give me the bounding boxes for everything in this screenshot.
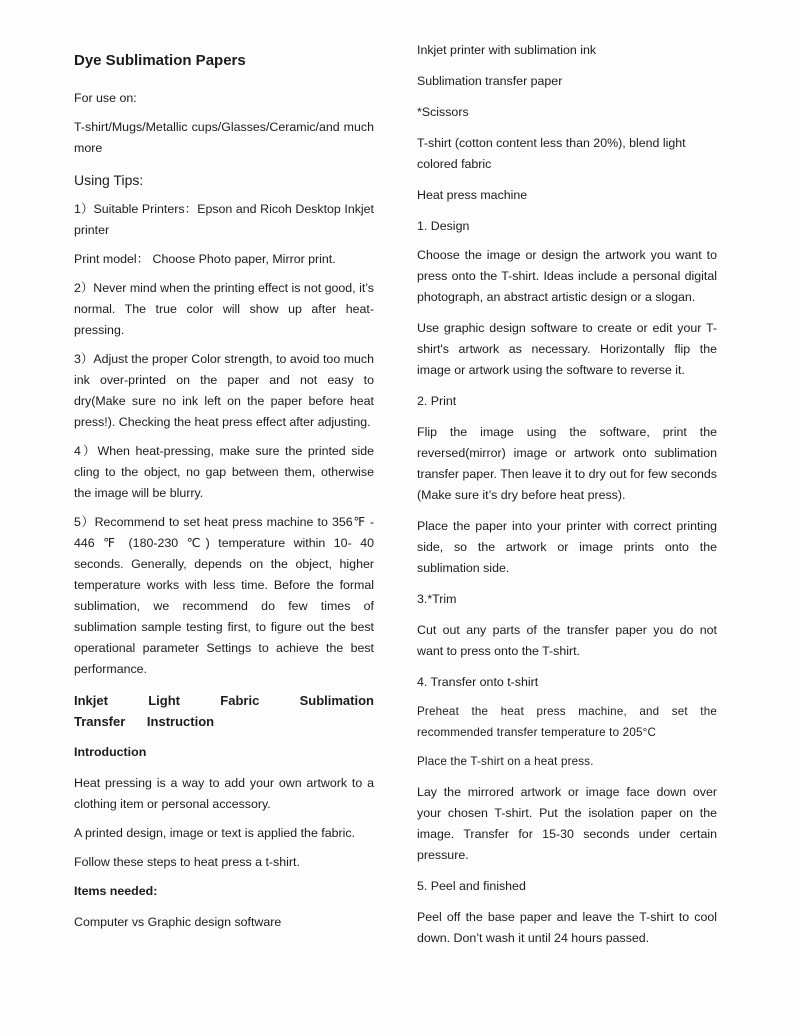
step-2-text-2: Place the paper into your printer with correct printing side, so the artwork or image prints onto the sublimation side. — [417, 519, 717, 575]
using-tips-heading: Using Tips: — [74, 172, 144, 188]
item-tshirt: T-shirt (cotton content less than 20%), blend light colored fabric — [417, 136, 686, 171]
left-column — [74, 50, 374, 933]
step-4-heading: 4. Transfer onto t-shirt — [417, 675, 539, 689]
for-use-on-items: T-shirt/Mugs/Metallic cups/Glasses/Ceramic/and much more — [74, 120, 374, 155]
introduction-heading: Introduction — [74, 745, 147, 759]
step-5-heading: 5. Peel and finished — [417, 879, 526, 893]
intro-text: Heat pressing is a way to add your own artwork to a clothing item or personal accessory. — [74, 776, 374, 811]
item-printer: Inkjet printer with sublimation ink — [417, 43, 597, 57]
item-scissors: *Scissors — [417, 105, 469, 119]
step-2-text-1: Flip the image using the software, print the reversed(mirror) image or artwork onto sublimation transfer paper. Then leave it to dry out for few seconds (Make sure it’s dry before heat press). — [417, 425, 717, 502]
items-needed-heading: Items needed: — [74, 884, 158, 898]
step-3-text: Cut out any parts of the transfer paper you do not want to press onto the T-shirt. — [417, 623, 717, 658]
step-1-heading: 1. Design — [417, 219, 470, 233]
step-2-heading: 2. Print — [417, 394, 457, 408]
step-4-text-2: Place the T-shirt on a heat press. — [417, 755, 594, 768]
follow-steps-text: Follow these steps to heat press a t-shirt. — [74, 855, 300, 869]
tip-3: 3）Adjust the proper Color strength, to avoid too much ink over-printed on the paper and not easy to dry(Make sure no ink left on the paper before heat press!). Checking the heat press effect after adjusting. — [74, 352, 374, 429]
step-5-text: Peel off the base paper and leave the T-shirt to cool down. Don’t wash it until 24 hours passed. — [417, 910, 717, 945]
document-title: Dye Sublimation Papers — [74, 52, 246, 69]
item-computer: Computer vs Graphic design software — [74, 915, 282, 929]
item-paper: Sublimation transfer paper — [417, 74, 563, 88]
tip-4: 4）When heat-pressing, make sure the printed side cling to the object, no gap between them, otherwise the image will be blurry. — [74, 444, 374, 500]
printed-design-text: A printed design, image or text is applied the fabric. — [74, 826, 356, 840]
for-use-on-label: For use on: — [74, 91, 137, 105]
step-1-text-2: Use graphic design software to create or edit your T-shirt's artwork as necessary. Horizontally flip the image or artwork using the software to reverse it. — [417, 321, 717, 377]
instruction-title: Inkjet Light Fabric Sublimation Transfer Instruction — [74, 693, 374, 729]
print-model: Print model： Choose Photo paper, Mirror print. — [74, 252, 336, 266]
tip-5: 5）Recommend to set heat press machine to 356℉ - 446 ℉ (180-230 ℃) temperature within 10- 40 seconds. Generally, depends on the object, higher temperature works with less time. Before the formal sublimation, we recommend do few times of sublimation sample testing first, to figure out the best operational parameter Settings to achieve the best performance. — [74, 515, 374, 676]
step-1-text-1: Choose the image or design the artwork you want to press onto the T-shirt. Ideas include a personal digital photograph, an abstract artistic design or a slogan. — [417, 248, 717, 304]
tip-2: 2）Never mind when the printing effect is not good, it’s normal. The true color will show up after heat-pressing. — [74, 281, 374, 337]
tip-1: 1）Suitable Printers：Epson and Ricoh Desktop Inkjet printer — [74, 202, 374, 237]
item-heat-press: Heat press machine — [417, 188, 528, 202]
right-column — [417, 40, 717, 949]
step-4-text-3: Lay the mirrored artwork or image face down over your chosen T-shirt. Put the isolation paper on the image. Transfer for 15-30 seconds under certain pressure. — [417, 785, 717, 862]
step-3-heading: 3.*Trim — [417, 592, 457, 606]
step-4-text-1: Preheat the heat press machine, and set the recommended transfer temperature to 205°C — [417, 705, 717, 739]
